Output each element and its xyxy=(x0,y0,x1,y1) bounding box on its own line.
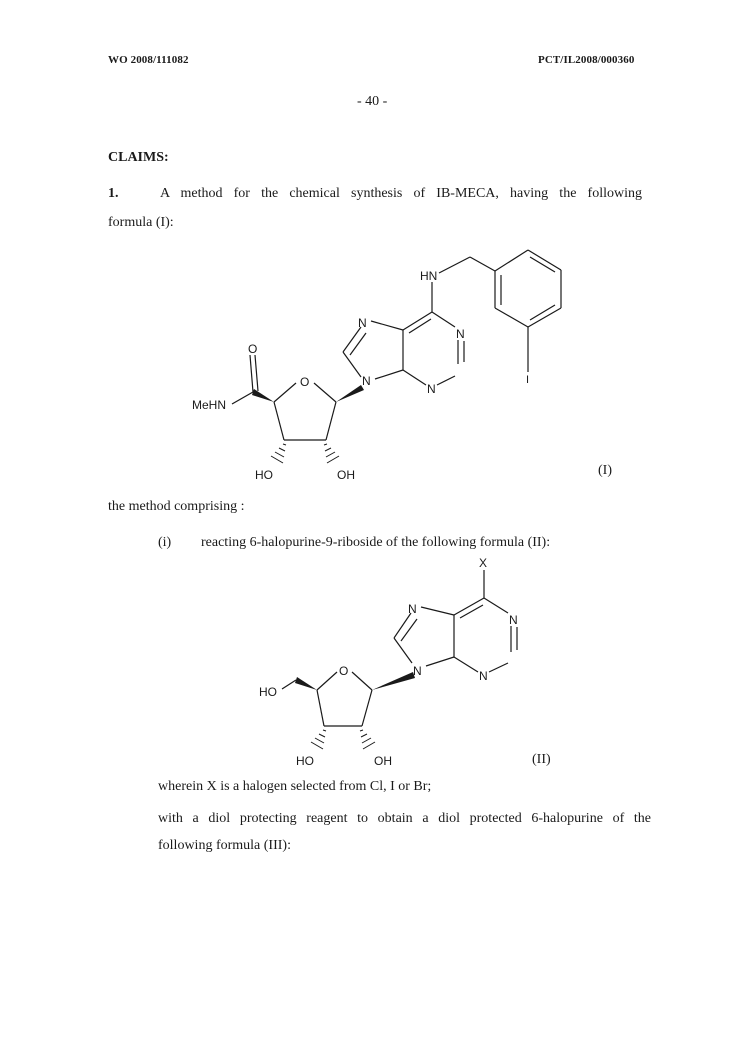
s2-atom-x: X xyxy=(479,556,488,570)
s2-atom-o-ring: O xyxy=(339,664,349,678)
page-number: - 40 - xyxy=(357,94,388,109)
s1-atom-o-carbonyl: O xyxy=(248,342,258,356)
method-intro: the method comprising : xyxy=(108,499,245,514)
s1-atom-iodo: I xyxy=(526,374,530,386)
s2-atom-ho-ch2: HO xyxy=(259,685,277,699)
structure-1-benzene-ring xyxy=(495,250,561,372)
s1-atom-n3: N xyxy=(427,382,436,396)
publication-number: WO 2008/111082 xyxy=(108,54,189,66)
s2-atom-ho: HO xyxy=(296,754,314,768)
step-i-text: reacting 6-halopurine-9-riboside of the following formula (II): xyxy=(201,535,551,550)
s1-atom-n9: N xyxy=(362,374,371,388)
s2-atom-oh: OH xyxy=(374,754,392,768)
claim-1-number: 1. xyxy=(108,186,119,201)
s1-atom-oh: OH xyxy=(337,468,355,482)
formula-2-label: (II) xyxy=(532,752,551,767)
structure-1-ribose xyxy=(252,383,364,463)
step-i-marker: (i) xyxy=(158,535,172,550)
s1-atom-n1: N xyxy=(456,327,465,341)
with-text-line-1: with a diol protecting reagent to obtain a diol protected 6-halopurine of the xyxy=(158,811,651,826)
s1-atom-hn: HN xyxy=(420,269,438,283)
wherein-text: wherein X is a halogen selected from Cl, I or Br; xyxy=(158,779,432,794)
s2-atom-n3: N xyxy=(479,669,488,683)
claim-1-text-line-2: formula (I): xyxy=(108,215,174,230)
structure-2-ribose xyxy=(282,672,415,749)
s2-atom-n7: N xyxy=(408,602,417,616)
s2-atom-n1: N xyxy=(509,613,518,627)
application-number: PCT/IL2008/000360 xyxy=(538,54,635,66)
s1-atom-mehn: MeHN xyxy=(192,398,227,412)
claim-1-text-line-1: A method for the chemical synthesis of IB-MECA, having the following xyxy=(160,186,642,201)
s1-atom-o-ring: O xyxy=(300,375,310,389)
with-text-line-2: following formula (III): xyxy=(158,838,291,853)
claims-heading: CLAIMS: xyxy=(108,150,169,165)
structure-1-ib-meca xyxy=(192,250,561,482)
structure-2-halopurine-riboside xyxy=(259,556,518,768)
s2-atom-n9: N xyxy=(413,664,422,678)
s1-atom-n7: N xyxy=(358,316,367,330)
formula-1-label: (I) xyxy=(598,463,612,478)
s1-atom-ho: HO xyxy=(255,468,273,482)
